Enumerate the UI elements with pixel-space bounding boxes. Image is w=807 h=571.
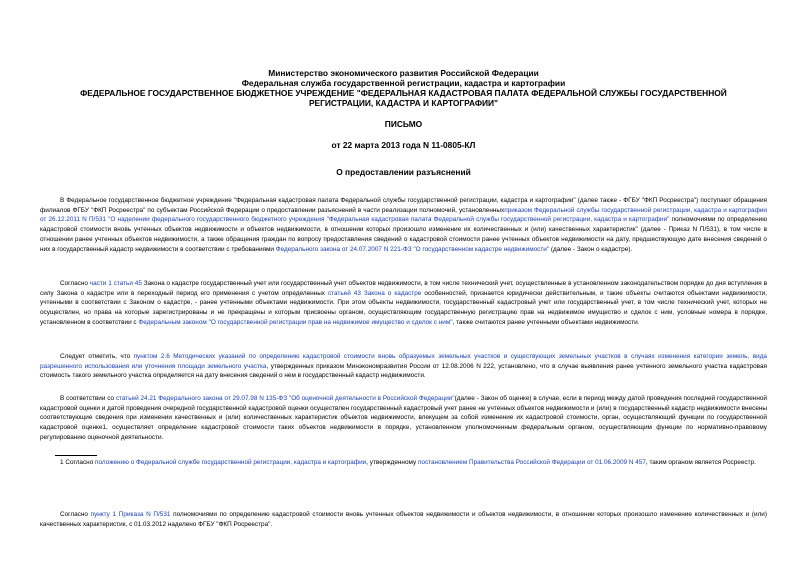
footnote (40, 458, 767, 468)
document-link[interactable]: части 1 статьи 45 (89, 280, 142, 287)
paragraph-text: Согласно (60, 280, 90, 287)
ministry-heading: Министерство экономического развития Российской Федерации (268, 68, 539, 78)
institution-heading-line2: РЕГИСТРАЦИИ, КАДАСТРА И КАРТОГРАФИИ" (308, 98, 499, 108)
document-link[interactable]: постановлением Правительства Российской Федерации от 01.06.2009 N 457 (417, 459, 646, 466)
paragraph-text: (далее - Закон об оценке) в случае, если в период между датой проведения последней государственной кадастровой оценки и датой проведения очередной государственной кадастровой оценки осуществлен государственный кадастровый учет ранее не учтенных объектов недвижимости и (или) в государственный кадастр недвижимости внесены соответствующие сведения при изменении качественных и (или) количественных характеристик объектов недвижимости, влекущем за собой изменение их кадастровой стоимости, орган, осуществляющий функции по государственной кадастровой оценке1, осуществляет определение кадастровой стоимости таких объектов недвижимости в порядке, установленном уполномоченным федеральным органом, осуществляющим функции по нормативно-правовому регулированию оценочной деятельности. (40, 395, 767, 441)
paragraph-4 (40, 394, 767, 443)
paragraph-text: (далее - Закон о кадастре). (549, 245, 633, 253)
paragraph-text: Закона о кадастре государственный учет или государственный учет объектов недвижимости, в том числе технический учет, осуществленные в установленном законодательством порядке до дня вступления в силу Закона о кадастре или в переходный период его применения с учетом определенных (40, 280, 767, 297)
document-date-number: от 22 марта 2013 года N 11-0805-КЛ (331, 140, 476, 150)
paragraph-text: В соответствии со (60, 395, 116, 402)
document-link[interactable]: положению о Федеральной службе государственной регистрации, кадастра и картографии (95, 459, 367, 466)
paragraph-text: Согласно (60, 511, 91, 518)
paragraph-text: , утвержденных приказом Минэкономразвития России от 12.08.2006 N 222, установлено, что в случае выявления ранее учтенного земельного участка кадастровая стоимость такого земельного участка определяется на дату внесения сведений о нем в государственный кадастр недвижимости. (40, 362, 767, 380)
document-link[interactable]: Федерального закона от 24.07.2007 N 221-ФЗ "О государственном кадастре недвижимости" (275, 245, 550, 253)
footnote-divider (55, 455, 97, 456)
paragraph-text: 1 Согласно (60, 459, 96, 466)
document-link[interactable]: пунктом 2.6 Методических указаний по определению кадастровой стоимости вновь образуемых земельных участков и существующих земельных участков в случаях изменения категории земель, вида разрешенного использования или уточнения площади земельного участка (40, 353, 767, 370)
paragraph-text: , утвержденному (366, 459, 418, 466)
service-heading: Федеральная служба государственной регистрации, кадастра и картографии (241, 78, 566, 88)
paragraph-text: , также считаются ранее учтенными объектами недвижимости. (452, 318, 640, 326)
paragraph-text: В Федеральное государственное бюджетное учреждение "Федеральная кадастровая палата Федеральной службы государственной регистрации, кадастра и картографии" (далее также - ФГБУ "ФКП Росреестра") поступают обращения филиалов ФГБУ "ФКП Росреестра" по субъектам Российской Федерации о предоставлении разъяснений в части реализации полномочий, установленных (40, 197, 767, 214)
document-link[interactable]: Федеральным законом "О государственной регистрации прав на недвижимое имущество и сделок с ним" (138, 318, 453, 326)
document-link[interactable]: пункту 1 Приказа N П/531 (90, 511, 171, 518)
document-link[interactable]: статьей 43 Закона о кадастре (327, 289, 422, 297)
paragraph-3 (40, 352, 767, 381)
paragraph-text: особенностей, признается юридически действительным, и такие объекты считаются объектами недвижимости, учтенными в соответствии с Законом о кадастре, - ранее учтенными объектами недвижимости. При этом объекты недвижимости, государственный кадастровый учет или государственный учет, в том числе технический учет, которых не осуществлен, но права на которые зарегистрированы и не прекращены и которым присвоены органом, осуществляющим государственную регистрацию прав на недвижимое имущество и сделок с ним, условные номера в порядке, установленном в соответствии с (40, 289, 767, 326)
document-type: ПИСЬМО (384, 119, 423, 129)
paragraph-text: полномочиями по определению кадастровой стоимости вновь учтенных объектов недвижимости и объектов недвижимости, в отношении которых произошло изменение количественных и (или) качественных характеристик, с 01.03.2012 наделено ФГБУ "ФКП Росреестра". (40, 511, 768, 528)
paragraph-text: Следует отметить, что (60, 353, 134, 360)
paragraph-2 (40, 279, 767, 328)
document-link[interactable]: приказом Федеральной службы государственной регистрации, кадастра и картографии от 26.12.2011 N П/531 "О наделении федерального государственного бюджетного учреждения "Федеральная кадастровая палата Федеральной службы государственной регистрации, кадастра и картографии" (40, 206, 767, 224)
paragraph-1 (40, 196, 767, 254)
institution-heading-line1: ФЕДЕРАЛЬНОЕ ГОСУДАРСТВЕННОЕ БЮДЖЕТНОЕ УЧРЕЖДЕНИЕ "ФЕДЕРАЛЬНАЯ КАДАСТРОВАЯ ПАЛАТА ФЕДЕРАЛЬНОЙ СЛУЖБЫ ГОСУДАРСТВЕННОЙ (80, 88, 727, 98)
document-subject: О предоставлении разъяснений (336, 167, 471, 177)
document-link[interactable]: статьей 24.21 Федерального закона от 29.07.98 N 135-ФЗ "Об оценочной деятельности в Российской Федерации" (115, 395, 455, 402)
paragraph-text: , таким органом является Росреестр. (645, 459, 756, 466)
closing-paragraph (40, 510, 767, 529)
paragraph-text: полномочиями по определению кадастровой стоимости вновь учтенных объектов недвижимости и объектов недвижимости, в отношении которых произошло изменение их количественных и (или) качественных характеристик" (далее - Приказ N П/531), в том числе в отношении ранее учтенных объектов недвижимости, а также обращения граждан по вопросу предоставления сведений о кадастровой стоимости ранее учтенных объектов недвижимости на дату, предшествующую дате внесения сведений о них в государственный кадастр недвижимости в соответствии с требованиями (40, 216, 768, 253)
